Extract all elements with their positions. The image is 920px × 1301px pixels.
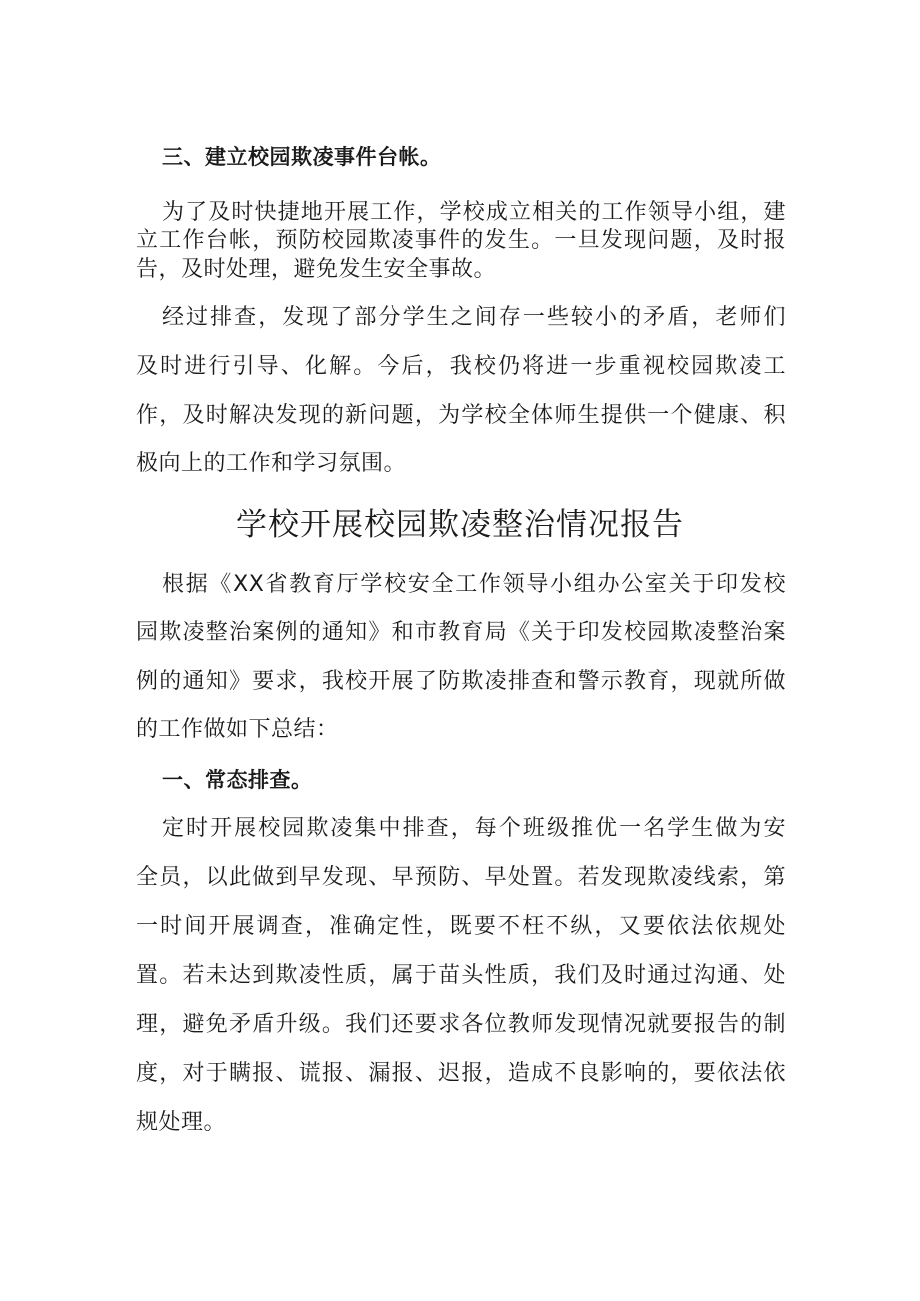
section3-para2-line: 经过排查，发现了部分学生之间存一些较小的矛盾，老师们 <box>162 305 786 330</box>
section1-para-line: 理，避免矛盾升级。我们还要求各位教师发现情况就要报告的制 <box>136 1012 786 1037</box>
report-intro-line: 例的通知》要求，我校开展了防欺凌排查和警示教育，现就所做 <box>136 669 786 694</box>
section3-para1-line: 告，及时处理，避免发生安全事故。 <box>136 257 497 282</box>
section1-para-line: 全员，以此做到早发现、早预防、早处置。若发现欺凌线索，第 <box>136 865 786 890</box>
report-intro-line: 的工作做如下总结： <box>136 717 339 742</box>
section3-para2-line: 作，及时解决发现的新问题，为学校全体师生提供一个健康、积 <box>136 403 786 428</box>
section1-para-line: 置。若未达到欺凌性质，属于苗头性质，我们及时通过沟通、处 <box>136 963 786 988</box>
section1-para-line: 度，对于瞒报、谎报、漏报、迟报，造成不良影响的，要依法依 <box>136 1061 786 1086</box>
report-title: 学校开展校园欺凌整治情况报告 <box>236 507 684 543</box>
section3-heading: 三、建立校园欺凌事件台帐。 <box>162 145 442 169</box>
section3-para1-line: 为了及时快捷地开展工作，学校成立相关的工作领导小组，建 <box>162 200 786 225</box>
section1-para-line: 规处理。 <box>136 1110 227 1135</box>
section3-para1-line: 立工作台帐，预防校园欺凌事件的发生。一旦发现问题，及时报 <box>136 228 786 253</box>
section3-para2-line: 及时进行引导、化解。今后，我校仍将进一步重视校园欺凌工 <box>136 354 786 379</box>
section1-para-line: 定时开展校园欺凌集中排查，每个班级推优一名学生做为安 <box>162 816 786 841</box>
report-intro-line: 园欺凌整治案例的通知》和市教育局《关于印发校园欺凌整治案 <box>136 620 786 645</box>
section1-heading: 一、常态排查。 <box>162 768 313 792</box>
section1-para-line: 一时间开展调查，准确定性，既要不枉不纵，又要依法依规处 <box>136 914 786 939</box>
report-intro-line: 根据《XX省教育厅学校安全工作领导小组办公室关于印发校 <box>162 572 786 597</box>
section3-para2-line: 极向上的工作和学习氛围。 <box>136 451 407 476</box>
